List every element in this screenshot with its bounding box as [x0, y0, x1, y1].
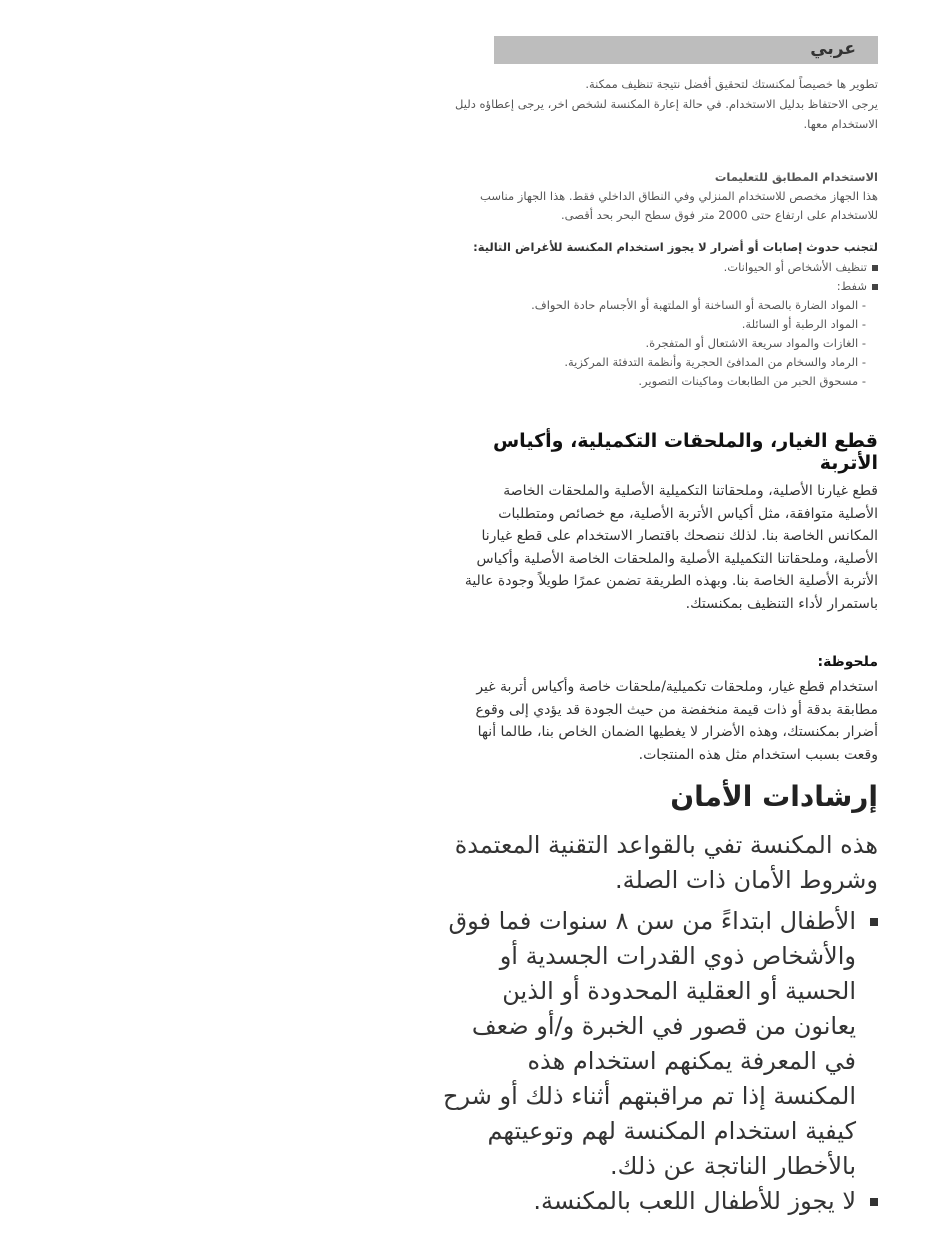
- safety-intro: هذه المكنسة تفي بالقواعد التقنية المعتمدة وشروط الأمان ذات الصلة.: [454, 831, 878, 894]
- sub-list-item: - المواد الضارة بالصحة أو الساخنة أو الملتهبة أو الأجسام حادة الحواف.: [531, 298, 866, 312]
- intro-line-2: يرجى الاحتفاظ بدليل الاستخدام. في حالة إعارة المكنسة لشخص اخر، يرجى إعطاؤه دليل الاستخدام معها.: [455, 97, 878, 131]
- intro-section: [440, 74, 878, 134]
- list-item: تنظيف الأشخاص أو الحيوانات.: [440, 258, 878, 277]
- note-section: [464, 676, 878, 766]
- language-label: عربي: [810, 39, 856, 59]
- sub-list-item: - المواد الرطبة أو السائلة.: [741, 317, 866, 331]
- parts-text: قطع غيارنا الأصلية، وملحقاتنا التكميلية الأصلية والملحقات الخاصة الأصلية متوافقة، مثل أكياس الأتربة الأصلية، مع خصائص ومتطلبات المكانس الخاصة بنا. لذلك ننصحك باقتصار الاستخدام على قطع غيارنا الأصلية، وملحقاتنا التكميلية الأصلية والملحقات الخاصة الأصلية وأكياس الأتربة الأصلية الخاصة بنا. وبهذه الطريقة تضمن عمرًا طويلاً وجودة عالية باستمرار لأداء التنظيف بمكنستك.: [464, 483, 878, 612]
- parts-section: [464, 480, 878, 615]
- safety-list: [440, 904, 878, 1219]
- intended-use-heading: الاستخدام المطابق للتعليمات: [714, 170, 878, 184]
- square-bullet-icon: [870, 918, 878, 926]
- safety-section: [440, 828, 878, 1219]
- list-item: لا يجوز للأطفال اللعب بالمكنسة.: [440, 1184, 878, 1219]
- list-item: الأطفال ابتداءً من سن ٨ سنوات فما فوق والأشخاص ذوي القدرات الجسدية أو الحسية أو العقلية المحدودة أو الذين يعانون من قصور في الخبرة و/أو ضعف في المعرفة يمكنهم استخدام هذه المكنسة إذا تم مراقبتهم أثناء ذلك أو شرح كيفية استخدام المكنسة لهم وتوعيتهم بالأخطار الناتجة عن ذلك.: [440, 904, 878, 1184]
- note-heading: ملحوظة:: [817, 654, 878, 670]
- intended-use-text: هذا الجهاز مخصص للاستخدام المنزلي وفي النطاق الداخلي فقط. هذا الجهاز مناسب للاستخدام على ارتفاع حتى 2000 متر فوق سطح البحر بحد أقصى.: [480, 189, 878, 222]
- intended-use-section: [440, 168, 878, 225]
- square-bullet-icon: [872, 284, 878, 290]
- note-text: استخدام قطع غيار، وملحقات تكميلية/ملحقات خاصة وأكياس أتربة غير مطابقة بدقة أو ذات قيمة منخفضة من حيث الجودة قد يؤدي إلى وقوع أضرار بمكنستك، وهذه الأضرار لا يغطيها الضمان الخاص بنا، طالما أنها وقعت بسبب استخدام مثل هذه المنتجات.: [475, 679, 878, 763]
- language-header-bar: [494, 36, 878, 64]
- sub-list-item: - الرماد والسخام من المدافئ الحجرية وأنظمة التدفئة المركزية.: [564, 355, 866, 369]
- square-bullet-icon: [870, 1198, 878, 1206]
- intro-line-1: تطوير ها خصيصاً لمكنستك لتحقيق أفضل نتيجة تنظيف ممكنة.: [585, 77, 878, 91]
- sub-list-item: - الغازات والمواد سريعة الاشتعال أو المتفجرة.: [645, 336, 866, 350]
- parts-heading: قطع الغيار، والملحقات التكميلية، وأكياس الأتربة: [492, 430, 878, 474]
- prohibited-uses-heading: لتجنب حدوث إصابات أو أضرار لا يجوز استخدام المكنسة للأغراض التالية:: [473, 240, 878, 254]
- square-bullet-icon: [872, 265, 878, 271]
- sub-list-item: - مسحوق الحبر من الطابعات وماكينات التصوير.: [638, 374, 866, 388]
- prohibited-uses-section: [440, 240, 878, 391]
- list-item: شفط:: [440, 277, 878, 296]
- prohibited-uses-list: [440, 258, 878, 391]
- safety-heading: إرشادات الأمان: [670, 780, 878, 813]
